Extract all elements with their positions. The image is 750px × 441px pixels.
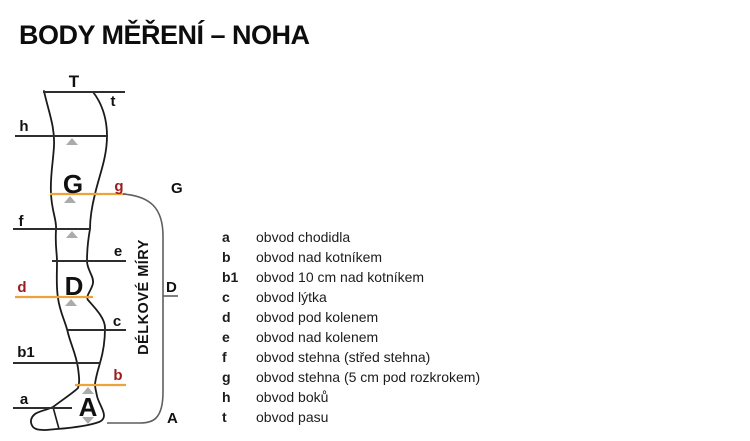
legend-key: f <box>222 349 227 365</box>
label-b1: b1 <box>17 344 35 361</box>
legend-key: c <box>222 289 230 305</box>
label-c: c <box>112 313 122 330</box>
label-G-figure: G <box>62 169 84 199</box>
legend-key: h <box>222 389 231 405</box>
length-measures-axis-label: DÉLKOVÉ MÍRY <box>136 239 152 355</box>
label-b: b <box>113 367 123 384</box>
legend-text: obvod stehna (5 cm pod rozkrokem) <box>256 369 481 385</box>
legend-text: obvod chodidla <box>256 229 351 245</box>
legend-key: d <box>222 309 231 325</box>
bracket-label-D: D <box>166 279 177 296</box>
legend-row-b <box>222 249 480 269</box>
legend-key: g <box>222 369 231 385</box>
legend-row-c <box>222 289 480 309</box>
legend-text: obvod pasu <box>256 409 329 425</box>
legend-key: e <box>222 329 230 345</box>
page-title: BODY MĚŘENÍ – NOHA <box>19 20 310 50</box>
legend-key: a <box>222 229 230 245</box>
marker-triangle-h <box>66 138 78 145</box>
legend-text: obvod 10 cm nad kotníkem <box>256 269 425 285</box>
label-f: f <box>18 213 24 230</box>
legend-text: obvod lýtka <box>256 289 327 305</box>
toe-seam-line <box>53 407 59 429</box>
leg-measurement-diagram <box>0 70 200 441</box>
legend-row-g <box>222 369 480 389</box>
label-d: d <box>17 279 27 296</box>
legend-text: obvod stehna (střed stehna) <box>256 349 431 365</box>
label-D-figure: D <box>64 271 84 301</box>
legend-key: t <box>222 409 227 425</box>
bracket-label-G: G <box>171 180 183 197</box>
bracket-label-A: A <box>167 410 178 427</box>
legend-key: b1 <box>222 269 239 285</box>
label-T: T <box>68 72 80 91</box>
legend-row-h <box>222 389 480 409</box>
legend-text: obvod nad kotníkem <box>256 249 383 265</box>
legend-text: obvod boků <box>256 389 329 405</box>
label-t: t <box>110 93 116 110</box>
legend-row-e <box>222 329 480 349</box>
legend-row-a <box>222 229 480 249</box>
legend-row-f <box>222 349 480 369</box>
label-a: a <box>19 391 29 408</box>
legend-text: obvod nad kolenem <box>256 329 379 345</box>
marker-triangle-f <box>66 231 78 238</box>
legend <box>222 229 480 429</box>
length-measures-bracket <box>107 194 163 423</box>
legend-row-b1 <box>222 269 480 289</box>
legend-key: b <box>222 249 231 265</box>
legend-text: obvod pod kolenem <box>256 309 379 325</box>
label-h: h <box>19 118 29 135</box>
label-e: e <box>113 243 123 260</box>
label-g: g <box>114 178 124 195</box>
legend-row-t <box>222 409 480 429</box>
label-A-figure: A <box>78 392 98 422</box>
legend-row-d <box>222 309 480 329</box>
